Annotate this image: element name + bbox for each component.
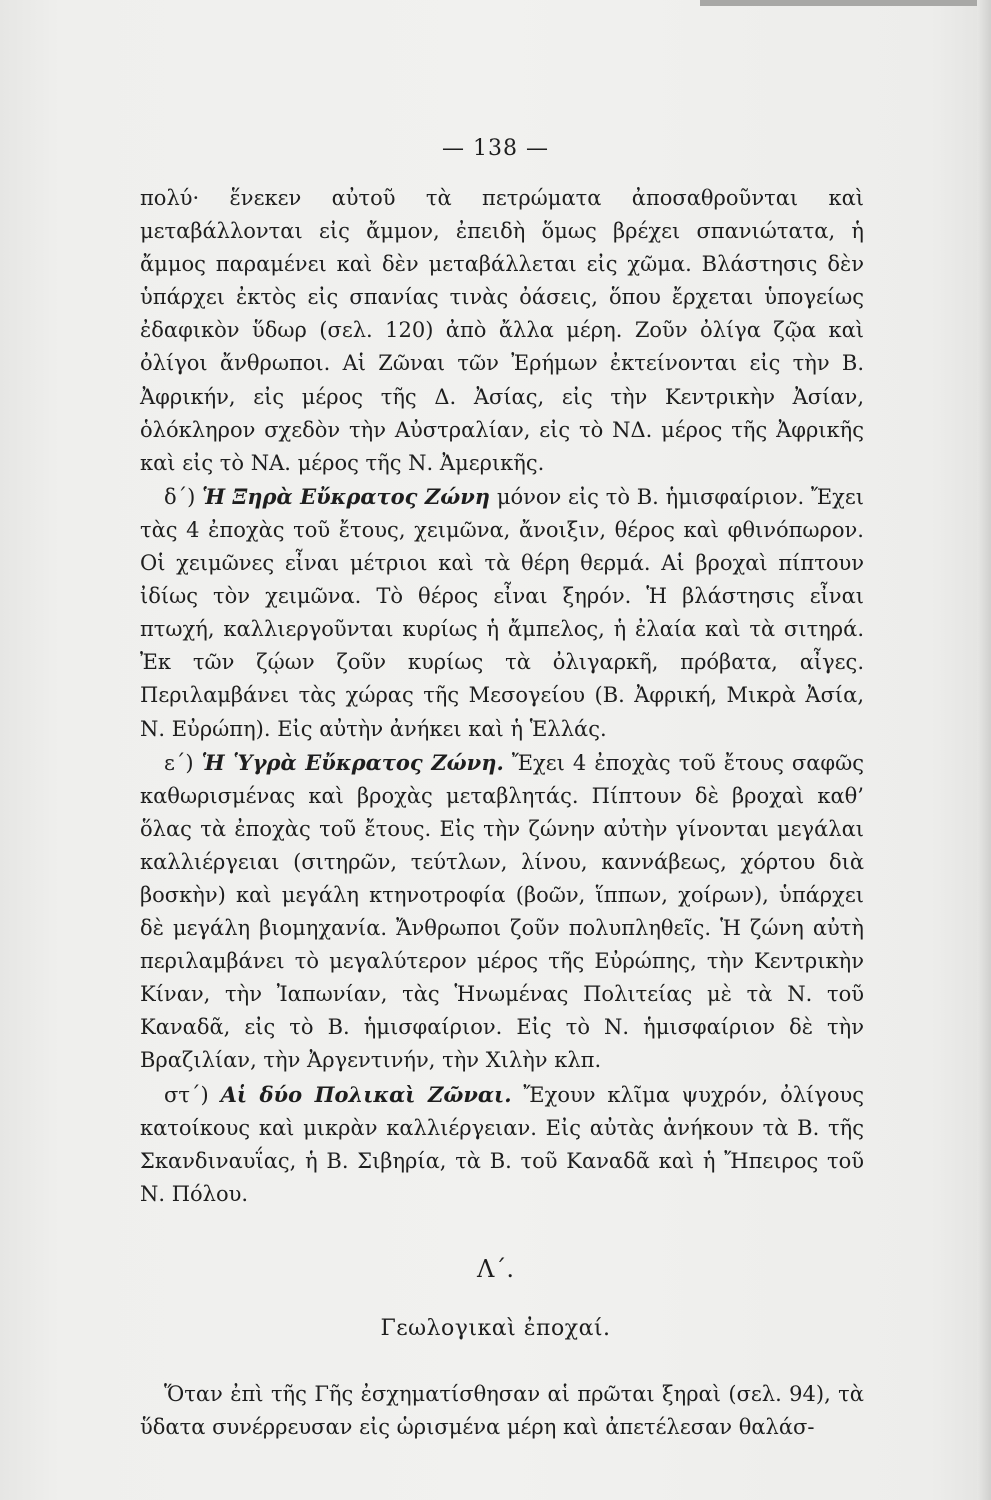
chapter-number: Λ΄. (477, 1255, 514, 1283)
paragraph-text: Ἔχει 4 ἐποχὰς τοῦ ἔτους σαφῶς καθωρισμένας καὶ βροχὰς μεταβλητάς. Πίπτουν δὲ βροχαὶ καθ’ ὅλας τὰ ἐποχὰς τοῦ ἔτους. Εἰς τὴν ζώνην αὐτὴν γίνονται μεγάλαι καλλιέργειαι (σιτηρῶν, τεύτλων, λίνου, καννάβεως, χόρτου διὰ βοσκὴν) καὶ μεγάλη κτηνοτροφία (βοῶν, ἵππων, χοίρων), ὑπάρχει δὲ μεγάλη βιομηχανία. Ἄνθρωποι ζοῦν πολυπληθεῖς. Ἡ ζώνη αὐτὴ περιλαμβάνει τὸ μεγαλύτερον μέρος τῆς Εὐρώπης, τὴν Κεντρικὴν Κίναν, τὴν Ἰαπωνίαν, τὰς Ἡνωμένας Πολιτείας μὲ τὰ Ν. τοῦ Καναδᾶ, εἰς τὸ Β. ἡμισφαίριον. Εἰς τὸ Ν. ἡμισφαίριον δὲ τὴν Βραζιλίαν, τὴν Ἀργεντινήν, τὴν Χιλὴν κλπ. (140, 750, 864, 1073)
body-text-bottom (140, 1378, 864, 1444)
zone-heading: Αἱ δύο Πολικαὶ Ζῶναι. (220, 1081, 512, 1107)
list-marker: ε΄) (164, 750, 194, 775)
paragraph-polar-zones (140, 1078, 864, 1211)
paragraph-dry-temperate-zone (140, 480, 864, 746)
zone-heading: Ἡ Ὑγρὰ Εὔκρατος Ζώνη. (201, 749, 504, 775)
paragraph-text: Ἔχουν κλῖμα ψυχρόν, ὀλίγους κατοίκους καὶ μικρὰν καλλιέργειαν. Εἰς αὐτὰς ἀνήκουν τὰ Β. τῆς Σκανδιναυΐας, ἡ Β. Σιβηρία, τὰ Β. τοῦ Καναδᾶ καὶ ἡ Ἤπειρος τοῦ Ν. Πόλου. (140, 1082, 864, 1206)
paragraph-text: μόνον εἰς τὸ Β. ἡμισφαίριον. Ἔχει τὰς 4 ἐποχὰς τοῦ ἔτους, χειμῶνα, ἄνοιξιν, θέρος καὶ φθινόπωρον. Οἱ χειμῶνες εἶναι μέτριοι καὶ τὰ θέρη θερμά. Αἱ βροχαὶ πίπτουν ἰδίως τὸν χειμῶνα. Τὸ θέρος εἶναι ξηρόν. Ἡ βλάστησις εἶναι πτωχή, καλλιεργοῦνται κυρίως ἡ ἄμπελος, ἡ ἐλαία καὶ τὰ σιτηρά. Ἐκ τῶν ζῴων ζοῦν κυρίως τὰ ὀλιγαρκῆ, πρόβατα, αἶγες. Περιλαμβάνει τὰς χώρας τῆς Μεσογείου (Β. Ἀφρική, Μικρὰ Ἀσία, Ν. Εὐρώπη). Εἰς αὐτὴν ἀνήκει καὶ ἡ Ἑλλάς. (140, 484, 864, 741)
paragraph-geological-eras: Ὅταν ἐπὶ τῆς Γῆς ἐσχηματίσθησαν αἱ πρῶται ξηραὶ (σελ. 94), τὰ ὕδατα συνέρρευσαν εἰς ὡρισμένα μέρη καὶ ἀπετέλεσαν θαλάσ- (140, 1382, 864, 1440)
paragraph-deserts: πολύ· ἕνεκεν αὐτοῦ τὰ πετρώματα ἀποσαθροῦνται καὶ μεταβάλλονται εἰς ἄμμον, ἐπειδὴ ὅμως βρέχει σπανιώτατα, ἡ ἄμμος παραμένει καὶ δὲν μεταβάλλεται εἰς χῶμα. Βλάστησις δὲν ὑπάρχει ἐκτὸς εἰς σπανίας τινὰς ὀάσεις, ὅπου ἔρχεται ὑπογείως ἐδαφικὸν ὕδωρ (σελ. 120) ἀπὸ ἄλλα μέρη. Ζοῦν ὀλίγα ζῷα καὶ ὀλίγοι ἄνθρωποι. Αἱ Ζῶναι τῶν Ἐρήμων ἐκτείνονται εἰς τὴν Β. Ἀφρικήν, εἰς μέρος τῆς Δ. Ἀσίας, εἰς τὴν Κεντρικὴν Ἀσίαν, ὁλόκληρον σχεδὸν τὴν Αὐστραλίαν, εἰς τὸ ΝΔ. μέρος τῆς Ἀφρικῆς καὶ εἰς τὸ ΝΑ. μέρος τῆς Ν. Ἀμερικῆς. (140, 186, 864, 475)
list-marker: δ΄) (164, 484, 196, 509)
scan-border-top (700, 0, 991, 6)
page-number: — 138 — (442, 136, 549, 161)
zone-heading: Ἡ Ξηρὰ Εὔκρατος Ζώνη (202, 483, 491, 509)
body-text-top (140, 182, 864, 1211)
paragraph-wet-temperate-zone (140, 746, 864, 1078)
list-marker: στ΄) (164, 1082, 209, 1107)
chapter-title: Γεωλογικαὶ ἐποχαί. (380, 1316, 611, 1341)
